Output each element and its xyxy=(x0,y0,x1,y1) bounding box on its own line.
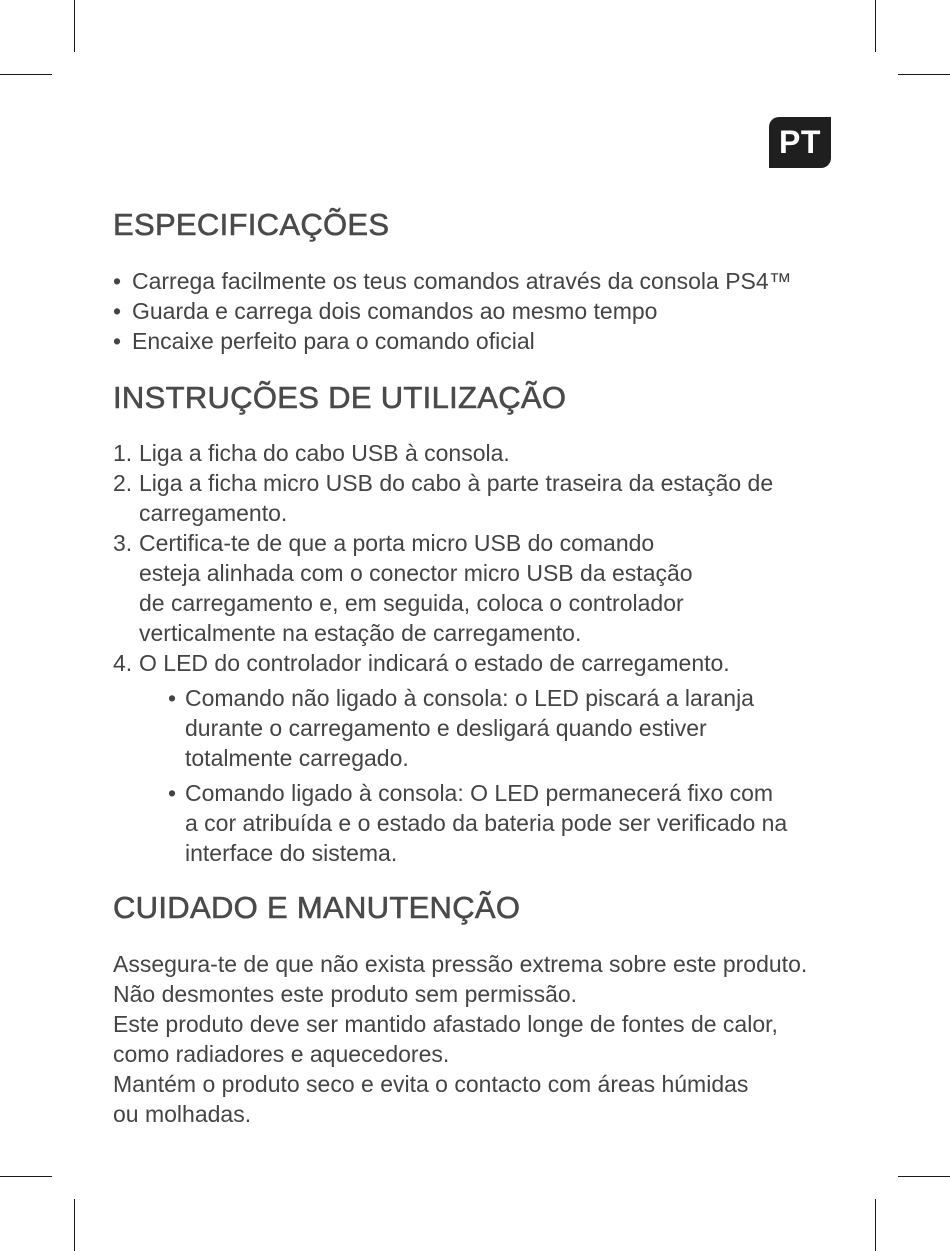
instruction-step xyxy=(113,468,843,528)
specs-heading: ESPECIFICAÇÕES xyxy=(113,207,390,242)
step-text-line: esteja alinhada com o conector micro USB da estação xyxy=(139,560,693,586)
led-status-line: totalmente carregado. xyxy=(185,745,409,771)
instructions-section xyxy=(113,438,843,873)
led-status-item xyxy=(159,683,843,773)
care-line: ou molhadas. xyxy=(113,1101,252,1127)
specs-item: • Carrega facilmente os teus comandos através da consola PS4™ xyxy=(113,266,843,296)
instructions-heading: INSTRUÇÕES DE UTILIZAÇÃO xyxy=(113,380,567,415)
step-number: 4. xyxy=(113,650,133,676)
step-text-line: Certifica-te de que a porta micro USB do comando xyxy=(139,530,655,556)
step-text-line: verticalmente na estação de carregamento. xyxy=(139,620,582,646)
step-number: 3. xyxy=(113,530,133,556)
crop-mark-top-left-vertical xyxy=(74,0,75,52)
step-number: 1. xyxy=(113,440,133,466)
instructions-steps xyxy=(113,438,843,678)
step-text: Liga a ficha do cabo USB à consola. xyxy=(139,440,510,466)
step-number: 2. xyxy=(113,470,133,496)
step-text: Liga a ficha micro USB do cabo à parte traseira da estação de carregamento. xyxy=(139,470,774,526)
instruction-step xyxy=(113,648,843,678)
care-line: como radiadores e aquecedores. xyxy=(113,1041,450,1067)
crop-mark-bottom-right-horizontal xyxy=(898,1176,950,1177)
crop-mark-bottom-right-vertical xyxy=(875,1199,876,1251)
care-line: Este produto deve ser mantido afastado longe de fontes de calor, xyxy=(113,1011,778,1037)
led-status-item xyxy=(159,778,843,868)
care-heading: CUIDADO E MANUTENÇÃO xyxy=(113,890,521,925)
led-status-line: interface do sistema. xyxy=(185,840,398,866)
crop-mark-top-right-vertical xyxy=(875,0,876,52)
crop-mark-bottom-left-horizontal xyxy=(0,1176,52,1177)
step-text: O LED do controlador indicará o estado de carregamento. xyxy=(139,650,730,676)
crop-mark-top-left-horizontal xyxy=(0,74,52,75)
care-section xyxy=(113,949,843,1129)
care-line: Assegura-te de que não exista pressão extrema sobre este produto. xyxy=(113,951,808,977)
specs-list xyxy=(113,266,843,356)
led-status-line: durante o carregamento e desligará quando estiver xyxy=(185,715,707,741)
care-line: Não desmontes este produto sem permissão. xyxy=(113,981,578,1007)
crop-mark-top-right-horizontal xyxy=(898,74,950,75)
led-status-line: a cor atribuída e o estado da bateria pode ser verificado na xyxy=(185,810,788,836)
led-status-line: • Comando ligado à consola: O LED permanecerá fixo com xyxy=(185,780,774,806)
language-badge: PT xyxy=(769,117,831,168)
specs-section xyxy=(113,266,843,356)
instruction-step xyxy=(113,528,843,648)
instruction-step xyxy=(113,438,843,468)
care-line: Mantém o produto seco e evita o contacto com áreas húmidas xyxy=(113,1071,749,1097)
led-status-list xyxy=(113,683,843,868)
specs-item: • Guarda e carrega dois comandos ao mesmo tempo xyxy=(113,296,843,326)
led-status-line: • Comando não ligado à consola: o LED piscará a laranja xyxy=(185,685,754,711)
crop-mark-bottom-left-vertical xyxy=(74,1199,75,1251)
specs-item: • Encaixe perfeito para o comando oficial xyxy=(113,326,843,356)
step-text-line: de carregamento e, em seguida, coloca o controlador xyxy=(139,590,684,616)
